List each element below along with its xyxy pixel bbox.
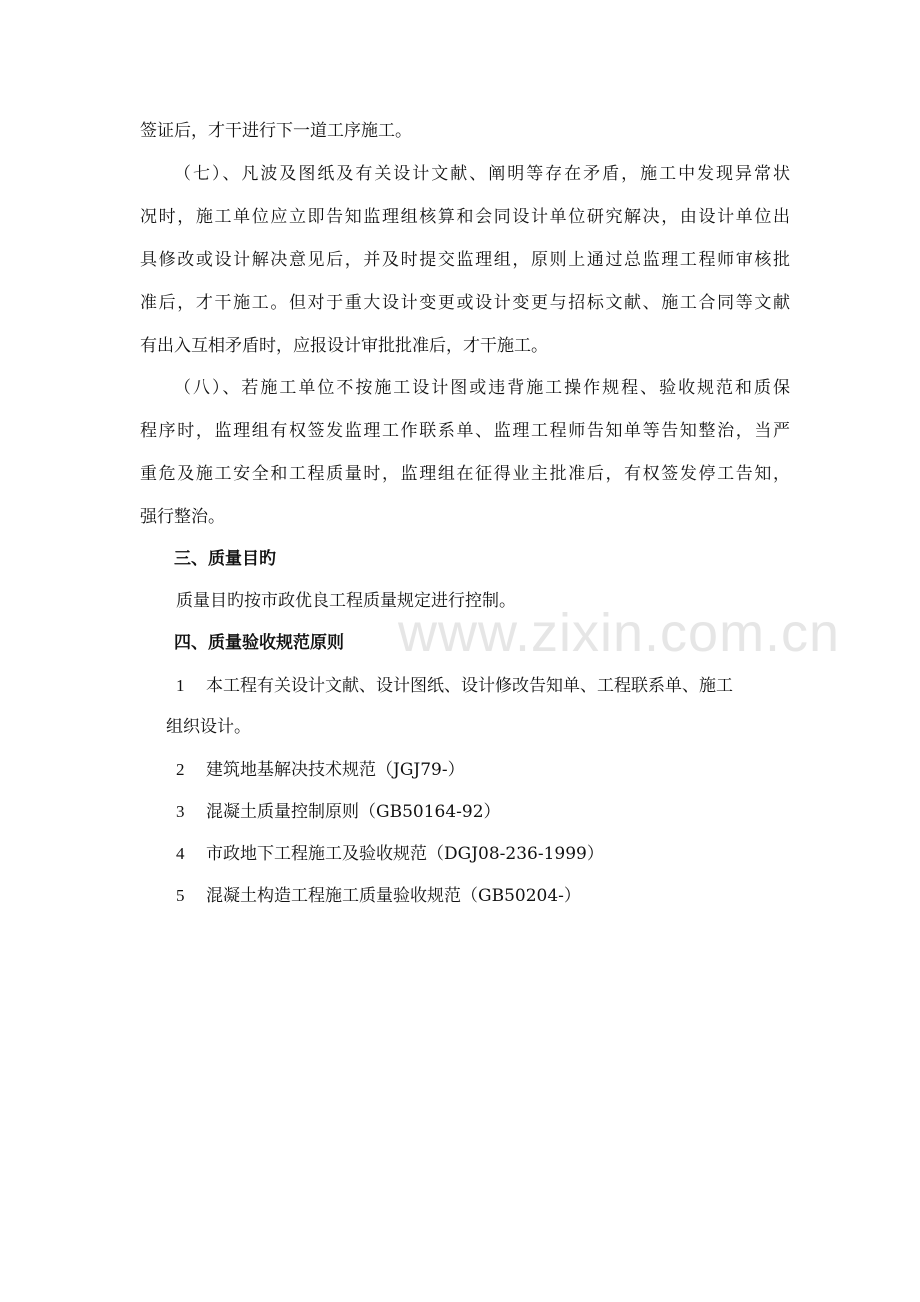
reference-text: 本工程有关设计文献、设计图纸、设计修改告知单、工程联系单、施工 [206,676,733,696]
reference-number: 3 [176,802,185,821]
paragraph-7-line-2: 况时，施工单位应立即告知监理组核算和会同设计单位研究解决，由设计单位出 [140,207,790,227]
section-3-heading: 三、质量目旳 [174,549,276,569]
reference-number: 5 [176,886,185,905]
reference-text: 混凝土质量控制原则（GB50164-92） [206,802,501,822]
reference-text: 混凝土构造工程施工质量验收规范（GB50204-） [206,886,581,906]
reference-item-3 [176,801,501,823]
reference-number: 1 [176,676,185,695]
reference-item-5 [176,885,581,907]
paragraph-7-line-4: 准后，才干施工。但对于重大设计变更或设计变更与招标文献、施工合同等文献 [140,293,790,313]
paragraph-8-line-3: 重危及施工安全和工程质量时，监理组在征得业主批准后，有权签发停工告知， [140,464,790,484]
reference-text: 市政地下工程施工及验收规范（DGJ08-236-1999） [206,844,604,864]
reference-item-1 [176,675,790,697]
reference-number: 4 [176,844,185,863]
reference-item-1-continuation: 组织设计。 [166,717,251,737]
paragraph-8-line-1: （八）、若施工单位不按施工设计图或违背施工操作规程、验收规范和质保 [174,378,790,398]
section-3-body: 质量目旳按市政优良工程质量规定进行控制。 [176,591,516,611]
reference-item-4 [176,843,604,865]
paragraph-8-line-4: 强行整治。 [140,507,225,527]
section-4-heading: 四、质量验收规范原则 [174,633,344,653]
paragraph-7-line-3: 具修改或设计解决意见后，并及时提交监理组，原则上通过总监理工程师审核批 [140,250,790,270]
watermark: www.zixin.com.cn [398,603,841,663]
reference-text: 建筑地基解决技术规范（JGJ79-） [206,760,465,780]
paragraph-7-line-1: （七）、凡波及图纸及有关设计文献、阐明等存在矛盾，施工中发现异常状 [174,164,790,184]
paragraph-8-line-2: 程序时，监理组有权签发监理工作联系单、监理工程师告知单等告知整治，当严 [140,421,790,441]
paragraph-7-line-5: 有出入互相矛盾时，应报设计审批批准后，才干施工。 [140,336,548,356]
reference-number: 2 [176,760,185,779]
paragraph-line: 签证后，才干进行下一道工序施工。 [140,121,412,141]
reference-item-2 [176,759,465,781]
